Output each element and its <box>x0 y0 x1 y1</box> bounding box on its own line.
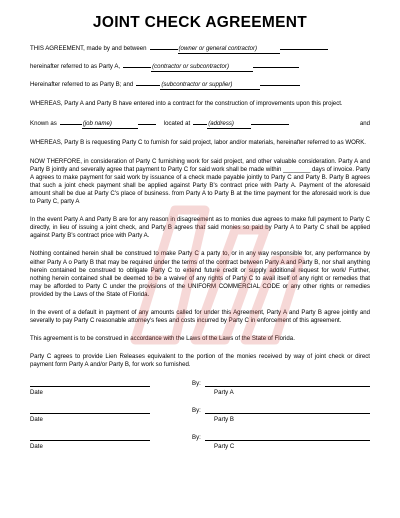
blank-line <box>193 118 207 125</box>
located-at-label: located at <box>163 120 191 128</box>
intro-line2-prefix: hereinafter referred to as Party A, <box>30 63 121 71</box>
blank-line <box>60 118 82 125</box>
intro-line-party-b <box>30 61 370 72</box>
whereas-paragraph-1: WHEREAS, Party A and Party B have entered into a contract for the construction of improvements upon this project. <box>30 100 343 108</box>
subcontractor-field[interactable]: (subcontractor or supplier) <box>160 81 260 90</box>
blank-line <box>253 61 299 68</box>
date-label: Date <box>30 416 43 424</box>
whereas-paragraph-2: WHEREAS, Party B is requesting Party C to furnish for said project, labor and/or materials, hereinafter referred to as WORK. <box>30 139 366 147</box>
party-label: Party C <box>214 443 235 451</box>
blank-line <box>260 79 300 86</box>
blank-line <box>138 118 156 125</box>
date-label: Date <box>30 443 43 451</box>
lien-releases-paragraph: Party C agrees to provide Lien Releases equivalent to the portion of the monies received by way of joint check or direct payment form Party A and/or Party B, for work so furnished. <box>30 353 370 369</box>
disagreement-paragraph: In the event Party A and Party B are for any reason in disagreement as to monies due agrees to make full payment to Party C directly, in lieu of issuing a joint check, and Party B agrees that said monies so paid by Party A to Party C shall be applied against Party B's contract price with Party A. <box>30 216 370 240</box>
blank-line <box>280 43 328 50</box>
by-label: By: <box>192 407 201 415</box>
signature-line[interactable] <box>205 406 370 414</box>
intro-line-party-c <box>30 79 370 90</box>
owner-field[interactable]: (owner or general contractor) <box>178 45 280 54</box>
contractor-field[interactable]: (contractor or subcontractor) <box>151 63 253 72</box>
signature-row-party-a <box>30 379 370 396</box>
known-as-label: Known as <box>30 120 57 128</box>
party-label: Party A <box>214 389 234 397</box>
by-label: By: <box>192 434 201 442</box>
default-paragraph: In the event of a default in payment of any amounts called for under this Agreement, Party A and Party B agree jointly and severally to pay Party C reasonable attorney's fees and costs incurred by Party C in enforcement of this agreement. <box>30 308 370 325</box>
document-title: JOINT CHECK AGREEMENT <box>92 14 308 31</box>
construed-paragraph: This agreement is to be construed in accordance with the Laws of the Laws of the State of Florida. <box>30 335 295 343</box>
blank-line <box>136 79 160 86</box>
date-label: Date <box>30 389 43 397</box>
signature-row-party-b <box>30 406 370 423</box>
address-field[interactable]: (address) <box>207 120 251 129</box>
date-line[interactable] <box>30 406 150 414</box>
intro-line-party-a <box>30 43 370 54</box>
blank-line <box>123 61 151 68</box>
signature-line[interactable] <box>205 433 370 441</box>
date-line[interactable] <box>30 433 150 441</box>
blank-line <box>251 118 289 125</box>
date-line[interactable] <box>30 379 150 387</box>
now-therefore-paragraph: NOW THERFORE, in consideration of Party C furnishing work for said project, and other valuable consideration. Party A and Party B jointly and severally agree that payment to Party C for said work shall be made within ________ days of invoice. Party A agrees to make payment for said work by issuance of a check made payable jointly to Party C and Party B. Party B agrees that such a joint check payment shall be applied against Party B's contract price with Party A. Payment of the aforesaid amount shall be due at Party C's place of business. from Party A to Party B at the time payment for the aforesaid work is due to Party C, party A <box>30 157 370 206</box>
intro-line1-prefix: THIS AGREEMENT, made by and between <box>30 45 147 52</box>
blank-line <box>150 43 178 50</box>
nothing-contained-paragraph: Nothing contained herein shall be construed to make Party C a party to, or in any way responsible for, any performance by either Party A o Party B that may be required under the terms of the contract between Party A and Party B, nor shall anything herein contained be construed to obligate Party C to extend future credit or supply additional request for work/ Further, nothing herein contained shall be deemed to be a waiver of any rights of Party C to avail itself of any right or remedies that may be afforded to Party C under the provisions of the UNIFORM COMMERCIAL CODE or any other rights or remedies provided by the Laws of the State of Florida. <box>30 250 370 298</box>
signature-row-party-c <box>30 433 370 450</box>
signature-line[interactable] <box>205 379 370 387</box>
by-label: By: <box>192 380 201 388</box>
known-as-line <box>30 118 370 129</box>
and-label: and <box>359 120 370 128</box>
job-name-field[interactable]: (job name) <box>82 120 138 129</box>
intro-line3-prefix: Hereinafter referred to as Party B; and <box>30 81 134 89</box>
party-label: Party B <box>214 416 234 424</box>
